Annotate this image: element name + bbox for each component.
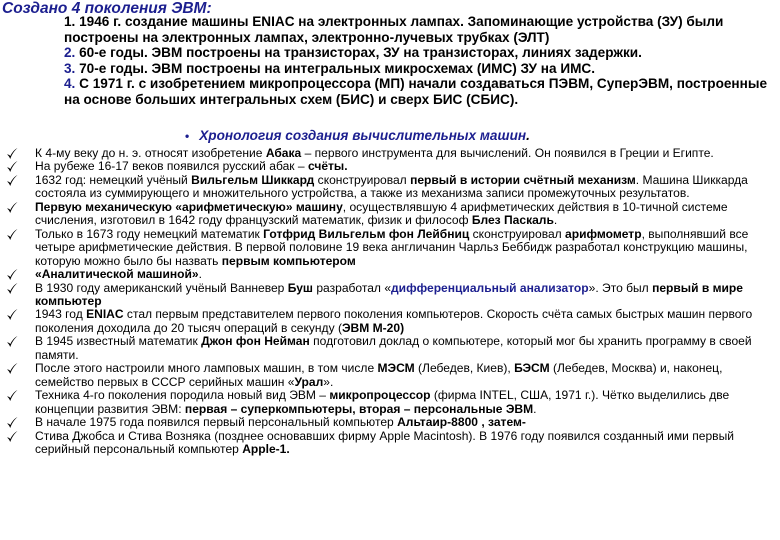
checkmark-icon <box>6 389 18 402</box>
generation-text: 60-е годы. ЭВМ построены на транзисторах, ЗУ на транзисторах, линиях задержки. <box>75 45 642 61</box>
emphasis-text: арифмометр <box>565 226 642 241</box>
checkmark-icon <box>6 282 18 295</box>
emphasis-text: Альтаир-8800 , затем- <box>397 415 526 430</box>
emphasis-text: первый в мире компьютер <box>35 280 743 308</box>
item-text: сконструировал <box>314 172 411 187</box>
emphasis-text: первая – суперкомпьютеры, вторая – персональные ЭВМ <box>184 401 534 416</box>
item-text: . <box>533 401 537 416</box>
checkmark-icon <box>6 308 18 321</box>
chronology-item <box>0 174 778 201</box>
item-text: (Лебедев, Киев), <box>414 361 515 376</box>
item-text: В 1930 году американский учёный Ванневер <box>35 280 288 295</box>
chronology-item <box>0 228 778 268</box>
item-text: Стива Джобса и Стива Возняка (позднее основавших фирму Apple Macintosh). В 1976 году появился созданный ими первый серийный персональный компьютер <box>35 428 734 456</box>
item-text: К 4-му веку до н. э. относят изобретение <box>35 146 266 160</box>
chronology-item <box>0 430 778 457</box>
chronology-item <box>0 362 778 389</box>
generation-number: 2. <box>64 45 76 61</box>
item-text: (фирма INTEL, США, 1971 г.). Чётко выделились две концепции развития ЭВМ: <box>35 388 730 416</box>
bullet-icon: • <box>185 129 190 143</box>
generation-number: 3. <box>64 60 76 76</box>
item-text: . <box>553 213 558 228</box>
emphasis-text: Первую механическую «арифметическую» машину <box>35 199 343 214</box>
chronology-item <box>0 389 778 416</box>
item-text: Техника 4-го поколения породила новый вид ЭВМ – <box>35 388 330 403</box>
item-text: ». Это был <box>588 280 653 295</box>
generation-item <box>64 14 776 45</box>
item-text: – первого инструмента для вычислений. Он появился в Греции и Египте. <box>301 146 714 160</box>
section-heading <box>185 128 530 143</box>
checkmark-icon <box>6 416 18 429</box>
item-text: (Лебедев, Москва) и, наконец, семейство первых в СССР серийных машин « <box>35 361 723 389</box>
emphasis-text: Apple-1. <box>242 441 290 456</box>
emphasis-text: счёты. <box>307 159 348 174</box>
emphasis-text: Абака <box>265 146 302 160</box>
generation-text: С 1971 г. с изобретением микропроцессора (МП) начали создаваться ПЭВМ, СуперЭВМ, построенные на основе больших интегральных схем (БИС) и сверх БИС (СБИС). <box>64 76 768 107</box>
emphasis-text: ENIAC <box>86 307 124 322</box>
emphasis-text: первым компьютером <box>221 253 356 268</box>
item-text: подготовил доклад о компьютере, который мог бы хранить программу в своей памяти. <box>35 334 752 362</box>
emphasis-text: Вильгельм Шиккард <box>191 172 315 187</box>
checkmark-icon <box>6 362 18 375</box>
emphasis-text: ЭВМ М-20) <box>341 320 405 335</box>
chronology-item <box>0 201 778 228</box>
emphasis-text: микропроцессор <box>329 388 431 403</box>
item-text: разработал « <box>312 280 392 295</box>
item-text: В начале 1975 года появился первый персональный компьютер <box>35 415 398 430</box>
emphasis-text: МЭСМ <box>377 361 415 376</box>
checkmark-icon <box>6 335 18 348</box>
page-title: Создано 4 поколения ЭВМ: <box>2 0 212 17</box>
emphasis-text: Буш <box>287 280 313 295</box>
emphasis-text: Блез Паскаль <box>471 213 554 228</box>
item-text: , выполнявший все четыре арифметические действия. В первой половине 19 века англичанин Чарльз Беббидж разработал конструкцию машины, которую можно было бы назвать <box>35 226 749 268</box>
section-heading-text: Хронология создания вычислительных машин <box>199 128 527 143</box>
generations-list <box>64 14 776 108</box>
chronology-item <box>0 335 778 362</box>
item-text: В 1945 известный математик <box>35 334 202 349</box>
item-text: 1943 год <box>35 307 87 322</box>
item-text: стал первым представителем первого поколения компьютеров. Скорость счёта самых быстрых машин первого поколения доходила до 20 тысяч операций в секунду ( <box>35 307 753 335</box>
item-text: . Машина Шиккарда состояла из суммирующего и множительного устройства, а также из механизма записи промежуточных результатов. <box>35 172 748 201</box>
checkmark-icon <box>6 174 18 187</box>
chronology-item <box>0 282 778 309</box>
checkmark-icon <box>6 201 18 214</box>
chronology-list <box>0 147 778 456</box>
emphasis-text: Джон фон Нейман <box>201 334 310 349</box>
chronology-item <box>0 268 778 281</box>
item-text: После этого настроили много ламповых машин, в том числе <box>35 361 378 376</box>
item-text: , осуществлявшую 4 арифметических действия в 10-тичной системе счисления, изготовил в 1642 году французский математик, физик и философ <box>35 199 728 228</box>
checkmark-icon <box>6 430 18 443</box>
emphasis-text: «Аналитической машиной» <box>35 267 199 282</box>
checkmark-icon <box>6 228 18 241</box>
checkmark-icon <box>6 268 18 281</box>
item-text: На рубеже 16-17 веков появился русский абак – <box>35 159 308 174</box>
item-text: 1632 год: немецкий учёный <box>35 172 192 187</box>
emphasis-text: Урал <box>294 374 324 389</box>
generation-text: 1. 1946 г. создание машины ENIAC на электронных лампах. Запоминающие устройства (ЗУ) были построены на электронных лампах, электронно-лучевых трубках (ЭЛТ) <box>64 14 724 45</box>
section-heading-end: . <box>526 128 530 143</box>
chronology-item <box>0 308 778 335</box>
chronology-item <box>0 147 778 160</box>
generation-item <box>64 61 776 77</box>
emphasis-text: первый в истории счётный механизм <box>410 172 636 187</box>
item-text: Только в 1673 году немецкий математик <box>35 226 264 241</box>
emphasis-text: Готфрид Вильгельм фон Лейбниц <box>263 226 470 241</box>
item-text: . <box>198 267 202 282</box>
generation-number: 4. <box>64 76 76 92</box>
item-text: сконструировал <box>469 226 566 241</box>
chronology-item <box>0 416 778 429</box>
generation-text: 70-е годы. ЭВМ построены на интегральных микросхемах (ИМС) ЗУ на ИМС. <box>75 60 596 76</box>
checkmark-icon <box>6 160 18 173</box>
item-text: ». <box>323 374 334 389</box>
emphasis-text: БЭСМ <box>514 361 550 376</box>
checkmark-icon <box>6 147 18 160</box>
emphasis-text: дифференциальный анализатор <box>391 280 589 295</box>
generation-item <box>64 45 776 61</box>
generation-item <box>64 76 776 107</box>
chronology-item <box>0 160 778 173</box>
